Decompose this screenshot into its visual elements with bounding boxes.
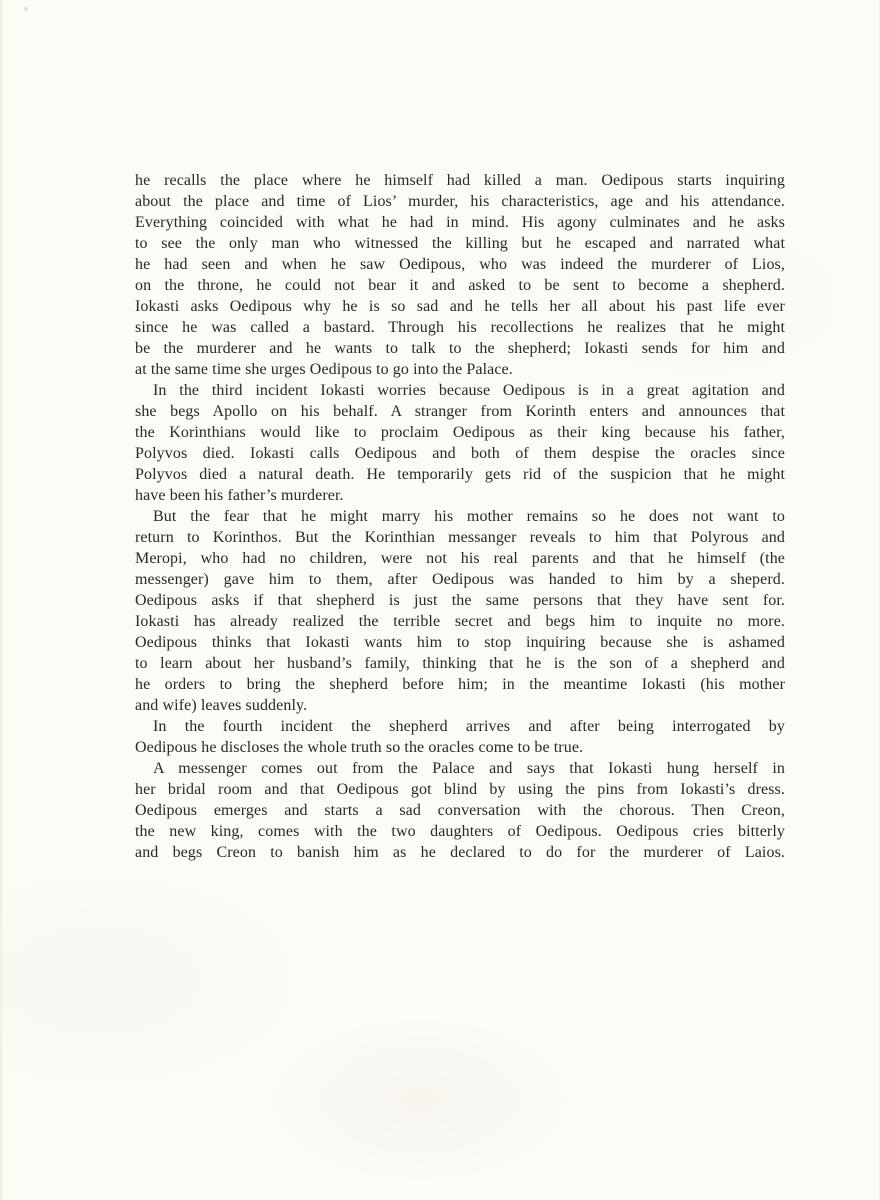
text-line: he recalls the place where he himself had killed a man. Oedipous starts inquiring <box>135 172 785 189</box>
text-line: Oedipous he discloses the whole truth so the oracles come to be true. <box>135 739 584 756</box>
paragraph-third-incident <box>135 380 785 506</box>
text-line: Iokasti asks Oedipous why he is so sad and he tells her all about his past life ever <box>135 298 785 315</box>
text-line: he had seen and when he saw Oedipous, who was indeed the murderer of Lios, <box>135 256 785 273</box>
text-line: A messenger comes out from the Palace and says that Iokasti hung herself in <box>153 760 785 777</box>
text-line: In the fourth incident the shepherd arrives and after being interrogated by <box>153 718 785 735</box>
text-line: the Korinthians would like to proclaim Oedipous as their king because his father, <box>135 424 785 441</box>
text-line: Polyvos died a natural death. He temporarily gets rid of the suspicion that he might <box>135 466 785 483</box>
text-line: her bridal room and that Oedipous got blind by using the pins from Iokasti’s dress. <box>135 781 785 798</box>
text-line: he orders to bring the shepherd before him; in the meantime Iokasti (his mother <box>135 676 785 693</box>
text-line: Meropi, who had no children, were not his real parents and that he himself (the <box>135 550 785 567</box>
text-line: Oedipous emerges and starts a sad conversation with the chorous. Then Creon, <box>135 802 785 819</box>
text-line: she begs Apollo on his behalf. A stranger from Korinth enters and announces that <box>135 403 785 420</box>
text-line: at the same time she urges Oedipous to go into the Palace. <box>135 361 513 378</box>
text-line: Polyvos died. Iokasti calls Oedipous and both of them despise the oracles since <box>135 445 785 462</box>
paragraph-finale <box>135 758 785 863</box>
text-line: on the throne, he could not bear it and asked to be sent to become a shepherd. <box>135 277 785 294</box>
paragraph-continuation <box>135 170 785 380</box>
body-text-block <box>135 170 785 863</box>
text-line: Everything coincided with what he had in mind. His agony culminates and he asks <box>135 214 785 231</box>
text-line: about the place and time of Lios’ murder, his characteristics, age and his attendance. <box>135 193 785 210</box>
text-line: the new king, comes with the two daughters of Oedipous. Oedipous cries bitterly <box>135 823 785 840</box>
text-line: messenger) gave him to them, after Oedipous was handed to him by a sheperd. <box>135 571 785 588</box>
text-line: have been his father’s murderer. <box>135 487 344 504</box>
text-line: and wife) leaves suddenly. <box>135 697 308 714</box>
text-line: to see the only man who witnessed the killing but he escaped and narrated what <box>135 235 785 252</box>
text-line: and begs Creon to banish him as he declared to do for the murderer of Laios. <box>135 844 785 861</box>
text-line: In the third incident Iokasti worries because Oedipous is in a great agitation and <box>153 382 785 399</box>
paragraph-korinthian-messenger <box>135 506 785 716</box>
text-line: Iokasti has already realized the terrible secret and begs him to inquite no more. <box>135 613 785 630</box>
text-line: But the fear that he might marry his mother remains so he does not want to <box>153 508 785 525</box>
text-line: be the murderer and he wants to talk to the shepherd; Iokasti sends for him and <box>135 340 785 357</box>
text-line: to learn about her husband’s family, thinking that he is the son of a shepherd and <box>135 655 785 672</box>
paragraph-fourth-incident <box>135 716 785 758</box>
text-line: since he was called a bastard. Through his recollections he realizes that he might <box>135 319 785 336</box>
text-line: Oedipous thinks that Iokasti wants him to stop inquiring because she is ashamed <box>135 634 785 651</box>
text-line: Oedipous asks if that shepherd is just the same persons that they have sent for. <box>135 592 785 609</box>
text-line: return to Korinthos. But the Korinthian messanger reveals to him that Polyrous and <box>135 529 785 546</box>
